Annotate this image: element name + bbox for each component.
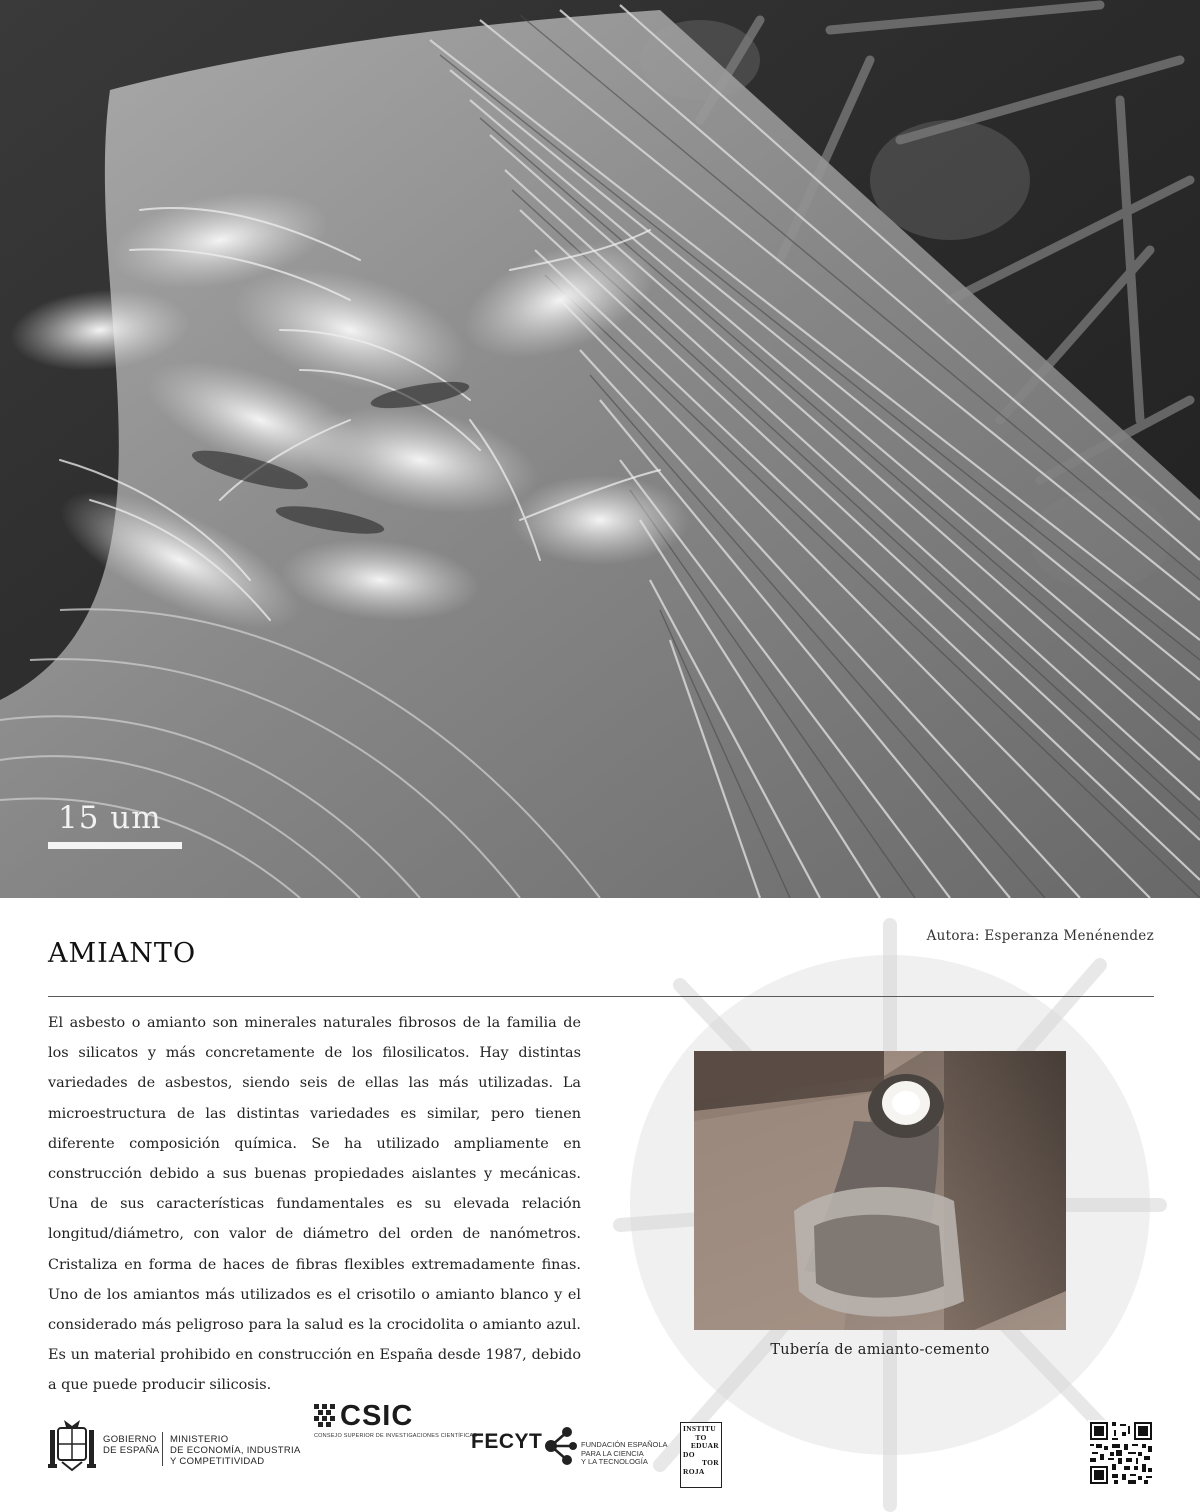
instituto-line: ROJA: [683, 1466, 705, 1476]
ministerio-line: MINISTERIO: [170, 1434, 229, 1445]
ministerio-line: Y COMPETITIVIDAD: [170, 1456, 265, 1467]
scale-label: 15 um: [58, 800, 162, 836]
instituto-line: INSTITU: [683, 1424, 716, 1433]
fecyt-sub-line: FUNDACIÓN ESPAÑOLA: [581, 1440, 668, 1449]
pipe-photo-illustration: [694, 1051, 1066, 1330]
csic-logo: CSIC: [340, 1400, 414, 1432]
csic-emblem-icon: [314, 1404, 336, 1428]
author-credit: Autora: Esperanza Menénendez: [926, 928, 1154, 944]
ministerio-label: [170, 1434, 301, 1467]
coat-of-arms-icon: [48, 1418, 96, 1474]
gobierno-line: DE ESPAÑA: [103, 1445, 160, 1456]
gobierno-line: GOBIERNO: [103, 1434, 157, 1445]
instituto-logo: [680, 1422, 722, 1488]
instituto-line: EDUAR: [690, 1441, 719, 1450]
pipe-photo: [694, 1051, 1066, 1330]
qr-code-icon[interactable]: [1088, 1420, 1154, 1486]
fecyt-subtitle: [581, 1441, 668, 1467]
fecyt-molecule-icon: [541, 1424, 579, 1468]
page-title: AMIANTO: [48, 938, 197, 969]
instituto-line: TOR: [701, 1458, 719, 1467]
logo-divider: [162, 1432, 163, 1466]
scale-bar: [48, 842, 182, 849]
title-divider: [48, 996, 1154, 997]
fecyt-sub-line: PARA LA CIENCIA: [581, 1448, 644, 1458]
fecyt-logo: FECYT: [471, 1430, 543, 1453]
body-paragraph: El asbesto o amianto son minerales naturales fibrosos de la familia de los silicatos y más concretamente de los filosilicatos. Hay distintas variedades de asbestos, siendo seis de ellas las más utilizadas. La microestructura de las distintas variedades es similar, pero tienen diferente composición química. Se ha utilizado ampliamente en construcción debido a sus buenas propiedades aislantes y mecánicas. Una de sus características fundamentales es su elevada relación longitud/diámetro, con valor de diámetro del orden de nanómetros. Cristaliza en forma de haces de fibras flexibles extremadamente finas. Uno de los amiantos más utilizados es el crisotilo o amianto blanco y el considerado más peligroso para la salud es la crocidolita o amianto azul. Es un material prohibido en construcción en España desde 1987, debido a que puede producir silicosis.: [48, 1015, 581, 1394]
csic-subtitle: CONSEJO SUPERIOR DE INVESTIGACIONES CIENTÍFICAS: [314, 1433, 478, 1439]
gobierno-label: [103, 1434, 159, 1456]
instituto-line: DO: [683, 1449, 695, 1459]
instituto-line: TO: [695, 1432, 707, 1442]
photo-caption: Tubería de amianto-cemento: [770, 1342, 990, 1358]
ministerio-line: DE ECONOMÍA, INDUSTRIA: [170, 1445, 301, 1456]
fecyt-sub-line: Y LA TECNOLOGÍA: [581, 1457, 648, 1466]
